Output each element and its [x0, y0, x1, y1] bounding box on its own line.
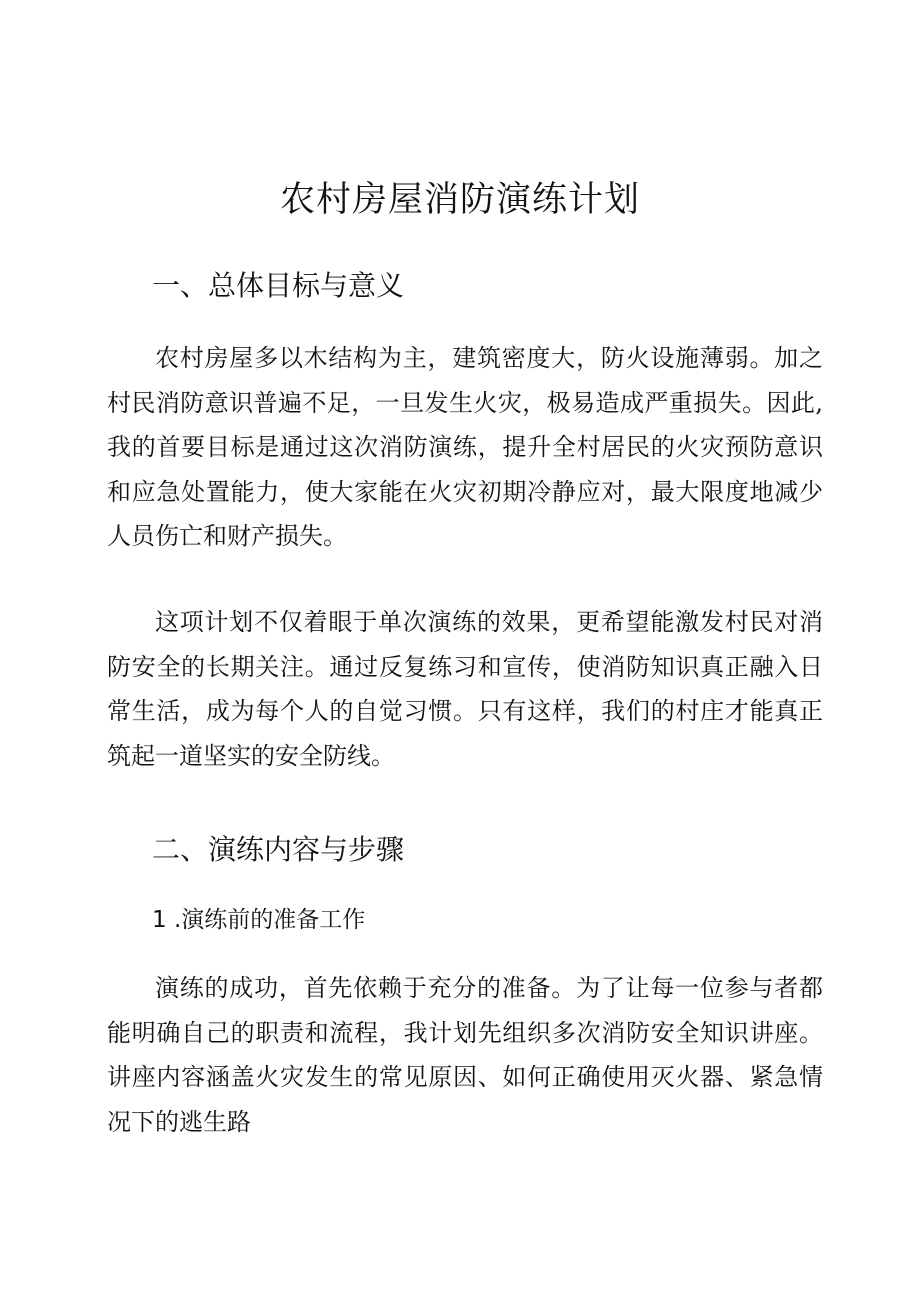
subsection-heading-preparation: 1 .演练前的准备工作	[152, 907, 366, 933]
section-heading-drill-content: 二、演练内容与步骤	[152, 833, 405, 866]
document-title: 农村房屋消防演练计划	[279, 180, 640, 220]
section-heading-overall-goals: 一、总体目标与意义	[152, 269, 405, 302]
paragraph-overall-goals-1: 农村房屋多以木结构为主，建筑密度大，防火设施薄弱。加之村民消防意识普遍不足，一旦发生火灾，极易造成严重损失。因此,我的首要目标是通过这次消防演练，提升全村居民的火灾预防意识和应急处置能力，使大家能在火灾初期冷静应对，最大限度地减少人员伤亡和财产损失。	[107, 344, 823, 550]
paragraph-preparation-1: 演练的成功，首先依赖于充分的准备。为了让每一位参与者都能明确自己的职责和流程，我计划先组织多次消防安全知识讲座。讲座内容涵盖火灾发生的常见原因、如何正确使用灭火器、紧急情况下的逃生路	[107, 974, 823, 1136]
paragraph-overall-goals-2: 这项计划不仅着眼于单次演练的效果，更希望能激发村民对消防安全的长期关注。通过反复练习和宣传，使消防知识真正融入日常生活，成为每个人的自觉习惯。只有这样，我们的村庄才能真正筑起一道坚实的安全防线。	[107, 608, 823, 770]
